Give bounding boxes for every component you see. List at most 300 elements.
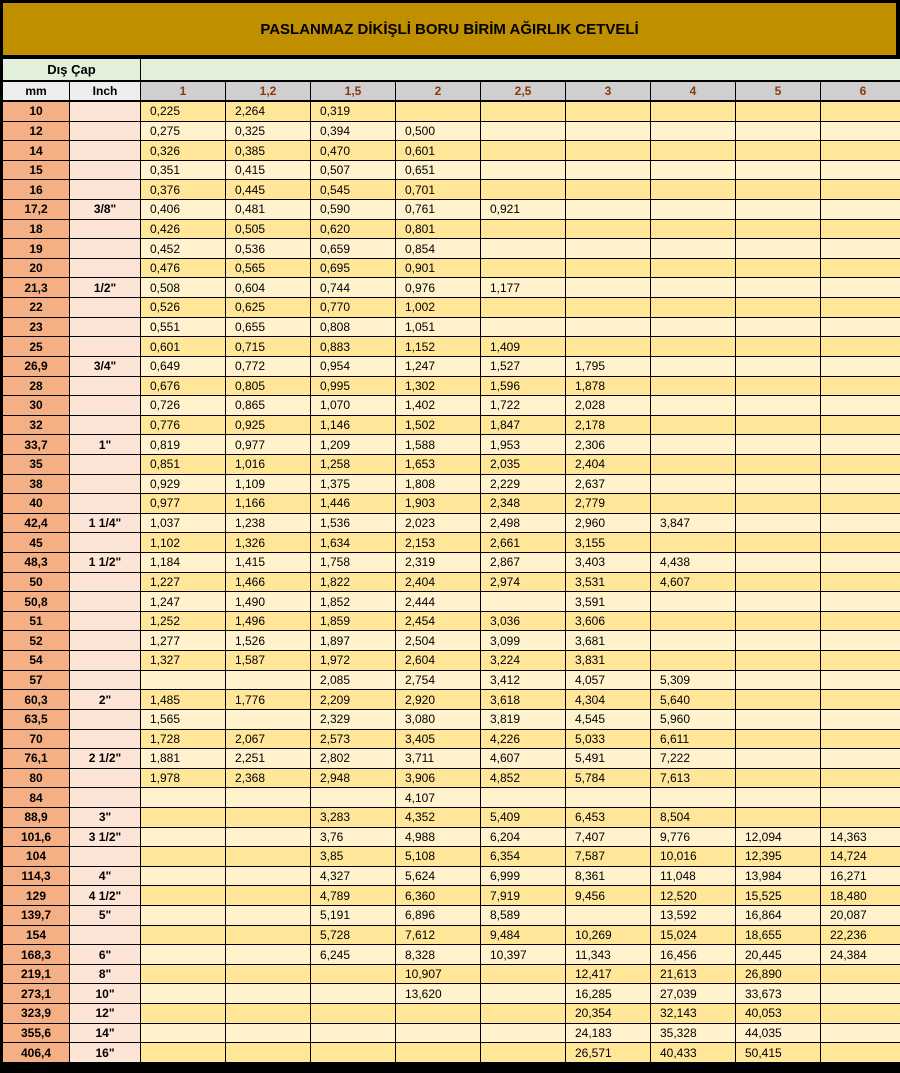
row-mm-cell: 88,9 <box>3 808 69 827</box>
row-mm-cell: 32 <box>3 416 69 435</box>
column-header-thickness: 1,2 <box>226 82 310 100</box>
weight-cell: 1,258 <box>311 455 395 474</box>
row-inch-cell <box>70 494 140 513</box>
weight-cell: 1,722 <box>481 396 565 415</box>
row-mm-cell: 22 <box>3 298 69 317</box>
weight-cell <box>226 1024 310 1043</box>
weight-cell <box>566 298 650 317</box>
weight-cell <box>736 671 820 690</box>
row-inch-cell: 12" <box>70 1004 140 1023</box>
row-mm-cell: 40 <box>3 494 69 513</box>
weight-cell: 1,446 <box>311 494 395 513</box>
weight-cell: 1,653 <box>396 455 480 474</box>
weight-cell <box>736 553 820 572</box>
weight-cell: 0,883 <box>311 337 395 356</box>
weight-cell: 2,251 <box>226 749 310 768</box>
weight-cell: 2,661 <box>481 533 565 552</box>
weight-cell <box>821 180 900 199</box>
weight-cell: 0,426 <box>141 220 225 239</box>
row-inch-cell <box>70 573 140 592</box>
row-inch-cell <box>70 239 140 258</box>
table-title: PASLANMAZ DİKİŞLİ BORU BİRİM AĞIRLIK CETVELİ <box>3 3 896 55</box>
weight-cell: 3,76 <box>311 828 395 847</box>
weight-cell: 5,728 <box>311 926 395 945</box>
weight-cell: 1,808 <box>396 475 480 494</box>
row-inch-cell: 10" <box>70 984 140 1003</box>
weight-cell: 0,776 <box>141 416 225 435</box>
weight-cell: 0,351 <box>141 161 225 180</box>
weight-cell <box>141 984 225 1003</box>
weight-cell: 6,204 <box>481 828 565 847</box>
weight-cell: 0,385 <box>226 141 310 160</box>
row-mm-cell: 20 <box>3 259 69 278</box>
weight-cell <box>821 298 900 317</box>
weight-cell: 14,724 <box>821 847 900 866</box>
weight-cell <box>651 102 735 121</box>
weight-cell: 1,466 <box>226 573 310 592</box>
weight-cell <box>651 200 735 219</box>
weight-cell: 2,264 <box>226 102 310 121</box>
weight-cell: 1,252 <box>141 612 225 631</box>
weight-cell: 11,048 <box>651 867 735 886</box>
weight-cell: 0,551 <box>141 318 225 337</box>
weight-cell <box>141 1043 225 1062</box>
row-mm-cell: 50,8 <box>3 592 69 611</box>
weight-cell <box>736 161 820 180</box>
weight-cell: 1,415 <box>226 553 310 572</box>
weight-cell <box>821 220 900 239</box>
weight-cell <box>821 161 900 180</box>
row-inch-cell: 16" <box>70 1043 140 1062</box>
weight-cell: 0,376 <box>141 180 225 199</box>
weight-cell: 1,897 <box>311 631 395 650</box>
weight-cell <box>821 808 900 827</box>
thickness-header-band <box>141 59 900 80</box>
weight-cell: 1,146 <box>311 416 395 435</box>
weight-cell: 0,505 <box>226 220 310 239</box>
column-header-thickness: 4 <box>651 82 735 100</box>
weight-cell: 1,238 <box>226 514 310 533</box>
weight-cell: 1,795 <box>566 357 650 376</box>
weight-cell <box>226 984 310 1003</box>
column-header-thickness: 1 <box>141 82 225 100</box>
weight-cell: 0,508 <box>141 278 225 297</box>
row-mm-cell: 16 <box>3 180 69 199</box>
weight-cell: 0,925 <box>226 416 310 435</box>
row-mm-cell: 23 <box>3 318 69 337</box>
weight-cell <box>566 278 650 297</box>
weight-cell: 26,571 <box>566 1043 650 1062</box>
weight-cell <box>736 141 820 160</box>
weight-cell: 14,363 <box>821 828 900 847</box>
weight-cell <box>736 494 820 513</box>
weight-cell: 12,417 <box>566 965 650 984</box>
weight-cell <box>396 1043 480 1062</box>
weight-cell <box>736 749 820 768</box>
weight-cell: 20,354 <box>566 1004 650 1023</box>
weight-cell <box>821 435 900 454</box>
weight-cell <box>141 1024 225 1043</box>
column-header-thickness: 6 <box>821 82 900 100</box>
weight-cell <box>736 435 820 454</box>
weight-cell <box>651 631 735 650</box>
weight-cell <box>736 651 820 670</box>
row-mm-cell: 129 <box>3 886 69 905</box>
weight-cell: 2,028 <box>566 396 650 415</box>
weight-cell: 0,545 <box>311 180 395 199</box>
weight-cell: 3,403 <box>566 553 650 572</box>
row-inch-cell <box>70 141 140 160</box>
weight-cell: 4,057 <box>566 671 650 690</box>
weight-cell <box>141 906 225 925</box>
weight-cell <box>396 1004 480 1023</box>
column-header-thickness: 2,5 <box>481 82 565 100</box>
weight-cell <box>736 278 820 297</box>
weight-cell: 2,404 <box>566 455 650 474</box>
outer-diameter-header: Dış Çap <box>3 59 140 80</box>
weight-cell: 4,226 <box>481 730 565 749</box>
weight-cell <box>566 122 650 141</box>
weight-cell: 2,178 <box>566 416 650 435</box>
weight-cell: 3,080 <box>396 710 480 729</box>
weight-cell <box>141 1004 225 1023</box>
weight-cell <box>736 298 820 317</box>
weight-cell: 1,859 <box>311 612 395 631</box>
weight-cell: 2,604 <box>396 651 480 670</box>
weight-cell <box>226 1043 310 1062</box>
weight-cell: 2,368 <box>226 769 310 788</box>
weight-cell <box>821 573 900 592</box>
row-inch-cell: 4" <box>70 867 140 886</box>
weight-cell: 0,319 <box>311 102 395 121</box>
weight-cell <box>481 102 565 121</box>
weight-cell: 1,565 <box>141 710 225 729</box>
weight-cell: 3,819 <box>481 710 565 729</box>
weight-cell: 0,659 <box>311 239 395 258</box>
weight-cell: 1,109 <box>226 475 310 494</box>
weight-cell <box>566 141 650 160</box>
row-mm-cell: 63,5 <box>3 710 69 729</box>
weight-cell: 2,779 <box>566 494 650 513</box>
weight-cell: 0,481 <box>226 200 310 219</box>
weight-cell: 0,801 <box>396 220 480 239</box>
weight-cell: 2,754 <box>396 671 480 690</box>
weight-cell: 2,454 <box>396 612 480 631</box>
weight-cell: 10,397 <box>481 945 565 964</box>
weight-cell: 3,036 <box>481 612 565 631</box>
weight-cell <box>226 671 310 690</box>
weight-cell <box>396 1024 480 1043</box>
row-inch-cell: 1/2" <box>70 278 140 297</box>
weight-cell: 6,360 <box>396 886 480 905</box>
weight-cell <box>821 494 900 513</box>
weight-cell: 3,531 <box>566 573 650 592</box>
row-inch-cell <box>70 396 140 415</box>
weight-cell: 1,847 <box>481 416 565 435</box>
row-inch-cell: 3/4" <box>70 357 140 376</box>
row-mm-cell: 57 <box>3 671 69 690</box>
weight-cell <box>736 788 820 807</box>
row-mm-cell: 25 <box>3 337 69 356</box>
weight-cell: 1,502 <box>396 416 480 435</box>
weight-cell: 24,384 <box>821 945 900 964</box>
weight-cell <box>311 1043 395 1062</box>
weight-table <box>3 59 900 1063</box>
row-mm-cell: 35 <box>3 455 69 474</box>
weight-cell: 0,415 <box>226 161 310 180</box>
weight-cell: 5,640 <box>651 690 735 709</box>
weight-cell <box>566 337 650 356</box>
weight-cell <box>821 612 900 631</box>
weight-cell: 11,343 <box>566 945 650 964</box>
weight-cell <box>736 808 820 827</box>
row-inch-cell: 6" <box>70 945 140 964</box>
weight-cell <box>821 592 900 611</box>
weight-cell: 2,329 <box>311 710 395 729</box>
row-mm-cell: 84 <box>3 788 69 807</box>
weight-cell <box>226 808 310 827</box>
weight-cell: 26,890 <box>736 965 820 984</box>
row-inch-cell: 3" <box>70 808 140 827</box>
weight-cell: 1,526 <box>226 631 310 650</box>
weight-cell: 6,896 <box>396 906 480 925</box>
row-mm-cell: 18 <box>3 220 69 239</box>
weight-cell <box>821 377 900 396</box>
weight-cell <box>226 710 310 729</box>
row-mm-cell: 76,1 <box>3 749 69 768</box>
weight-cell <box>821 671 900 690</box>
weight-cell: 2,573 <box>311 730 395 749</box>
weight-cell <box>821 337 900 356</box>
weight-cell <box>736 533 820 552</box>
weight-cell: 21,613 <box>651 965 735 984</box>
weight-cell: 0,929 <box>141 475 225 494</box>
weight-cell <box>651 239 735 258</box>
weight-cell: 12,520 <box>651 886 735 905</box>
weight-cell: 2,960 <box>566 514 650 533</box>
weight-cell: 1,878 <box>566 377 650 396</box>
weight-cell <box>566 906 650 925</box>
weight-cell <box>651 298 735 317</box>
weight-cell: 2,637 <box>566 475 650 494</box>
weight-cell: 2,802 <box>311 749 395 768</box>
weight-cell <box>226 906 310 925</box>
weight-cell <box>481 788 565 807</box>
weight-cell: 50,415 <box>736 1043 820 1062</box>
row-inch-cell <box>70 475 140 494</box>
weight-cell: 1,776 <box>226 690 310 709</box>
weight-cell <box>141 788 225 807</box>
weight-cell: 1,588 <box>396 435 480 454</box>
row-inch-cell <box>70 612 140 631</box>
weight-cell <box>226 828 310 847</box>
weight-cell: 0,655 <box>226 318 310 337</box>
row-inch-cell <box>70 337 140 356</box>
weight-cell: 1,978 <box>141 769 225 788</box>
weight-cell: 0,851 <box>141 455 225 474</box>
weight-cell: 4,988 <box>396 828 480 847</box>
row-mm-cell: 219,1 <box>3 965 69 984</box>
weight-cell: 7,407 <box>566 828 650 847</box>
weight-cell: 1,247 <box>396 357 480 376</box>
row-mm-cell: 30 <box>3 396 69 415</box>
weight-cell: 12,094 <box>736 828 820 847</box>
column-header-mm: mm <box>3 82 69 100</box>
weight-cell <box>141 926 225 945</box>
weight-cell: 40,053 <box>736 1004 820 1023</box>
weight-cell <box>736 455 820 474</box>
weight-cell: 3,224 <box>481 651 565 670</box>
row-mm-cell: 273,1 <box>3 984 69 1003</box>
weight-cell: 2,023 <box>396 514 480 533</box>
weight-cell: 5,108 <box>396 847 480 866</box>
weight-cell: 1,247 <box>141 592 225 611</box>
weight-cell: 1,852 <box>311 592 395 611</box>
row-mm-cell: 15 <box>3 161 69 180</box>
weight-cell: 0,445 <box>226 180 310 199</box>
weight-cell: 0,601 <box>141 337 225 356</box>
weight-cell: 0,649 <box>141 357 225 376</box>
weight-cell: 2,085 <box>311 671 395 690</box>
weight-cell: 5,409 <box>481 808 565 827</box>
weight-cell <box>566 788 650 807</box>
row-inch-cell <box>70 259 140 278</box>
weight-cell: 0,225 <box>141 102 225 121</box>
weight-cell <box>566 220 650 239</box>
weight-cell: 5,960 <box>651 710 735 729</box>
weight-cell: 2,867 <box>481 553 565 572</box>
weight-cell: 8,589 <box>481 906 565 925</box>
weight-cell <box>736 690 820 709</box>
weight-cell: 16,285 <box>566 984 650 1003</box>
weight-cell <box>651 651 735 670</box>
weight-cell: 1,881 <box>141 749 225 768</box>
column-header-thickness: 2 <box>396 82 480 100</box>
weight-cell: 4,352 <box>396 808 480 827</box>
weight-cell <box>821 278 900 297</box>
row-inch-cell: 4 1/2" <box>70 886 140 905</box>
weight-cell: 0,770 <box>311 298 395 317</box>
weight-cell: 5,191 <box>311 906 395 925</box>
weight-cell <box>821 749 900 768</box>
weight-cell: 0,865 <box>226 396 310 415</box>
weight-cell: 32,143 <box>651 1004 735 1023</box>
weight-cell: 9,776 <box>651 828 735 847</box>
weight-cell: 16,271 <box>821 867 900 886</box>
row-inch-cell <box>70 455 140 474</box>
column-header-thickness: 1,5 <box>311 82 395 100</box>
weight-cell: 15,525 <box>736 886 820 905</box>
weight-cell: 2,306 <box>566 435 650 454</box>
weight-cell: 4,438 <box>651 553 735 572</box>
weight-cell: 2,229 <box>481 475 565 494</box>
weight-cell: 2,498 <box>481 514 565 533</box>
weight-cell: 0,805 <box>226 377 310 396</box>
weight-cell: 0,406 <box>141 200 225 219</box>
row-mm-cell: 45 <box>3 533 69 552</box>
weight-cell: 0,995 <box>311 377 395 396</box>
weight-cell: 1,070 <box>311 396 395 415</box>
weight-cell <box>311 1024 395 1043</box>
weight-cell <box>821 122 900 141</box>
row-mm-cell: 50 <box>3 573 69 592</box>
weight-cell: 0,526 <box>141 298 225 317</box>
weight-cell: 22,236 <box>821 926 900 945</box>
weight-cell <box>141 808 225 827</box>
row-mm-cell: 10 <box>3 102 69 121</box>
weight-cell: 0,452 <box>141 239 225 258</box>
weight-cell <box>821 769 900 788</box>
weight-cell: 2,319 <box>396 553 480 572</box>
weight-cell <box>481 239 565 258</box>
weight-cell: 1,903 <box>396 494 480 513</box>
weight-cell <box>226 886 310 905</box>
weight-cell <box>141 965 225 984</box>
row-inch-cell <box>70 671 140 690</box>
weight-cell: 1,409 <box>481 337 565 356</box>
row-inch-cell <box>70 180 140 199</box>
weight-cell <box>141 945 225 964</box>
row-mm-cell: 21,3 <box>3 278 69 297</box>
weight-cell: 1,002 <box>396 298 480 317</box>
weight-cell <box>821 259 900 278</box>
weight-cell <box>651 180 735 199</box>
weight-cell <box>481 180 565 199</box>
weight-cell: 0,772 <box>226 357 310 376</box>
weight-cell: 0,326 <box>141 141 225 160</box>
weight-cell <box>651 533 735 552</box>
weight-cell <box>226 788 310 807</box>
weight-cell <box>226 847 310 866</box>
weight-cell <box>141 671 225 690</box>
weight-cell <box>481 1024 565 1043</box>
weight-cell <box>481 592 565 611</box>
weight-cell: 6,354 <box>481 847 565 866</box>
weight-cell: 5,033 <box>566 730 650 749</box>
row-mm-cell: 33,7 <box>3 435 69 454</box>
row-mm-cell: 14 <box>3 141 69 160</box>
weight-cell <box>736 592 820 611</box>
weight-cell: 0,325 <box>226 122 310 141</box>
weight-cell <box>651 318 735 337</box>
weight-cell <box>821 710 900 729</box>
weight-cell <box>736 573 820 592</box>
weight-cell: 0,476 <box>141 259 225 278</box>
weight-cell: 0,921 <box>481 200 565 219</box>
weight-cell: 1,587 <box>226 651 310 670</box>
weight-cell: 6,611 <box>651 730 735 749</box>
row-inch-cell <box>70 416 140 435</box>
weight-cell: 7,587 <box>566 847 650 866</box>
weight-cell: 1,596 <box>481 377 565 396</box>
weight-cell <box>566 239 650 258</box>
weight-cell <box>736 180 820 199</box>
weight-cell: 0,744 <box>311 278 395 297</box>
weight-cell <box>566 318 650 337</box>
weight-cell <box>481 298 565 317</box>
row-inch-cell: 5" <box>70 906 140 925</box>
weight-cell: 3,831 <box>566 651 650 670</box>
weight-cell: 8,361 <box>566 867 650 886</box>
weight-cell: 3,85 <box>311 847 395 866</box>
weight-cell <box>736 730 820 749</box>
weight-cell <box>651 161 735 180</box>
weight-cell: 1,184 <box>141 553 225 572</box>
weight-cell: 44,035 <box>736 1024 820 1043</box>
weight-cell <box>736 475 820 494</box>
weight-cell <box>651 220 735 239</box>
weight-cell: 10,269 <box>566 926 650 945</box>
